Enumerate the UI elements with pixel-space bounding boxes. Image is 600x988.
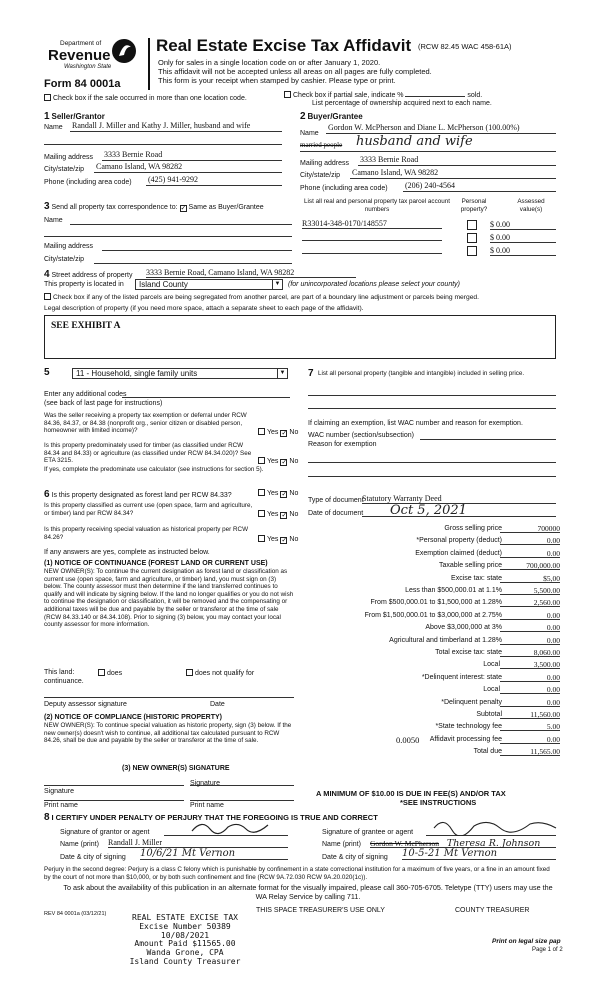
buyer-city-label: City/state/zip: [300, 172, 341, 179]
tax-row-value[interactable]: 0.00: [500, 698, 560, 707]
assessed-value-1[interactable]: $ 0.00: [490, 220, 556, 230]
tax-row-label: *Delinquent penalty: [441, 698, 502, 706]
stamp-line-5: Wanda Grone, CPA: [146, 948, 224, 958]
owner-signature-1-line[interactable]: [44, 785, 184, 786]
seller-mail-label: Mailing address: [44, 154, 94, 161]
additional-codes-label: Enter any additional codes: [44, 391, 127, 398]
same-as-buyer-checkbox[interactable]: [180, 205, 187, 212]
tax-row-value[interactable]: 0.00: [500, 673, 560, 682]
grantee-signature-label: Signature of grantee or agent: [322, 829, 414, 836]
deputy-signature-label: Deputy assessor signature: [44, 701, 127, 708]
personal-property-line-1[interactable]: [308, 395, 556, 396]
form-number: Form 84 0001a: [44, 78, 121, 90]
tax-row-label: *Delinquent interest: state: [421, 673, 502, 681]
form-title: Real Estate Excise Tax Affidavit: [156, 36, 412, 55]
grantor-date-label: Date & city of signing: [60, 854, 126, 861]
tax-row-value[interactable]: 0.00: [500, 636, 560, 645]
exemption-label: If claiming an exemption, list WAC number and reason for exemption.: [308, 420, 523, 427]
personal-checkbox-3[interactable]: [467, 246, 477, 256]
owner-print-2-label: Print name: [190, 802, 224, 809]
grantor-signature-scribble: [190, 817, 270, 837]
owner-print-2-line[interactable]: [190, 800, 294, 801]
reason-line-2[interactable]: [308, 476, 556, 477]
grantee-struck-name: Gordon W. McPherson: [370, 839, 439, 848]
section-2-heading: 2 Buyer/Grantee: [300, 111, 363, 122]
tax-row-label: Local: [483, 686, 500, 694]
assessed-value-2[interactable]: $ 0.00: [490, 233, 556, 243]
doc-date-field[interactable]: Oct 5, 2021: [362, 503, 556, 517]
personal-checkbox-1[interactable]: [467, 220, 477, 230]
tax-row-value[interactable]: 0.00: [500, 611, 560, 620]
seller-phone-label: Phone (including area code): [44, 179, 132, 186]
revision-code: REV 84 0001a (03/12/21): [44, 911, 107, 917]
tax-row-value[interactable]: $5,00: [500, 574, 560, 583]
tax-row-value[interactable]: 0.00: [500, 536, 560, 545]
tax-row-value[interactable]: 11,565.00: [500, 747, 560, 756]
section-3-heading: 3 Send all property tax correspondence to: ✓ Same as Buyer/Grantee: [44, 201, 264, 212]
s3-mail-field[interactable]: [102, 250, 292, 251]
header-note-1: Only for sales in a single location code on or after January 1, 2020.: [158, 58, 381, 67]
buyer-handwritten: husband and wife: [356, 134, 473, 149]
county-select[interactable]: Island County ▼: [135, 279, 283, 290]
header-note-3: This form is your receipt when stamped by cashier. Please type or print.: [158, 76, 396, 85]
parcel-field-2[interactable]: [302, 240, 442, 241]
revenue-word: Revenue: [48, 47, 111, 64]
additional-codes-field[interactable]: [122, 397, 290, 398]
s3-name-label: Name: [44, 217, 63, 224]
owner-print-1-label: Print name: [44, 802, 78, 809]
exemption-yes-no[interactable]: Yes✓ No: [258, 428, 298, 437]
grantee-date-label: Date & city of signing: [322, 854, 388, 861]
treasurer-use-label: THIS SPACE TREASURER'S USE ONLY: [256, 907, 385, 914]
alt-format-notice: To ask about the availability of this publication in an alternate format for the visually impaired, please call 360-705-6705. Teletype (TTY) users may use the WA Relay Service by calling 711.: [63, 883, 553, 901]
wac-label: WAC number (section/subsection): [308, 432, 414, 439]
seller-city-field[interactable]: Camano Island, WA 98282: [94, 162, 282, 173]
tax-row-label: Exemption claimed (deduct): [415, 549, 502, 557]
treasurer-stamp: [110, 914, 260, 967]
legal-size-note: Print on legal size pap: [492, 938, 561, 945]
tax-row-value[interactable]: 0.00: [500, 735, 560, 744]
seller-phone-field[interactable]: (425) 941-9292: [146, 175, 282, 186]
assessed-value-3[interactable]: $ 0.00: [490, 246, 556, 256]
seller-name-line2[interactable]: [44, 144, 282, 145]
local-rate-field[interactable]: 0.0050: [396, 735, 420, 745]
section-5-number: 5: [44, 367, 50, 378]
tax-row-value[interactable]: 700,000.00: [500, 561, 560, 570]
revenue-emblem-icon: [110, 37, 138, 65]
assessed-col-header: Assessed value(s): [517, 198, 545, 213]
does-checkbox[interactable]: does: [98, 669, 122, 677]
chevron-down-icon: ▼: [272, 280, 282, 289]
legal-description-text: SEE EXHIBIT A: [51, 321, 121, 331]
legal-description-box[interactable]: [44, 315, 556, 359]
owner-print-1-line[interactable]: [44, 800, 184, 801]
grantor-name-field[interactable]: Randall J. Miller: [108, 838, 288, 848]
buyer-name-label: Name: [300, 130, 319, 137]
current-use-yes-no[interactable]: Yes✓ No: [258, 510, 298, 519]
continuance-label: continuance.: [44, 678, 84, 685]
partial-sale-checkbox[interactable]: Check box if partial sale, indicate % sold.: [284, 90, 482, 99]
revenue-logo: [40, 37, 140, 77]
seller-city-label: City/state/zip: [44, 166, 85, 173]
page-number: Page 1 of 2: [532, 947, 563, 953]
tax-row-label: *Personal property (deduct): [416, 537, 502, 545]
section-6-q1: 6 Is this property designated as forest land per RCW 84.33?: [44, 489, 232, 500]
this-land-label: This land:: [44, 669, 75, 676]
owner-signature-2-label: Signature: [190, 780, 220, 787]
stamp-line-2: Excise Number 50389: [139, 921, 231, 931]
tax-row-label: From $1,500,000.01 to $3,000,000 at 2.75%: [364, 611, 502, 619]
section-8-heading: 8 I CERTIFY UNDER PENALTY OF PERJURY THAT THE FOREGOING IS TRUE AND CORRECT: [44, 812, 378, 823]
section-7-number: 7: [308, 368, 314, 379]
legal-desc-label: Legal description of property (if you need more space, attach a separate sheet to each page of the affidavit).: [44, 305, 364, 312]
seller-mail-field[interactable]: 3333 Bernie Road: [102, 150, 282, 161]
section-1-heading: 1 Seller/Grantor: [44, 111, 105, 122]
located-label: This property is located in: [44, 281, 124, 288]
parcel-col-header: List all real and personal property tax parcel account numbers: [304, 198, 450, 213]
buyer-phone-label: Phone (including area code): [300, 185, 388, 192]
grantor-name-label: Name (print): [60, 841, 99, 848]
see-back-note: (see back of last page for instructions): [44, 400, 163, 407]
tax-row-value[interactable]: 700000: [500, 524, 560, 533]
historic-question: Is this property receiving special valuation as historical property per RCW 84.26?: [44, 526, 249, 541]
tax-row-label: Gross selling price: [444, 525, 502, 532]
county-treasurer-label: COUNTY TREASURER: [455, 907, 530, 914]
reason-line-1[interactable]: [308, 462, 556, 463]
tax-row-value[interactable]: 3,500.00: [500, 660, 560, 669]
tax-row-label: Affidavit processing fee: [429, 735, 502, 743]
current-use-question: Is this property classified as current use (open space, farm and agriculture, or timber) land per RCW 84.34?: [44, 502, 253, 517]
tax-row-label: Total due: [473, 748, 502, 756]
stamp-line-4: Amount Paid $11565.00: [134, 939, 236, 949]
if-any-yes: If any answers are yes, complete as instructed below.: [44, 549, 210, 556]
minimum-due-note: A MINIMUM OF $10.00 IS DUE IN FEE(S) AND/OR TAX: [316, 789, 506, 798]
stamp-line-1: REAL ESTATE EXCISE TAX: [132, 913, 238, 922]
see-instructions-note: *SEE INSTRUCTIONS: [400, 798, 477, 807]
perjury-notice: Perjury in the second degree: Perjury is a class C felony which is punishable by confinement in a state correctional institution for a maximum of five years, or a fine in an amount fixed by the court of not more than $10,000, or by both such confinement and fine (RCW 9A.72.030 RCW 9A.20.020(1c)).: [44, 866, 550, 881]
s3-name-line2[interactable]: [44, 236, 292, 237]
tax-row-value[interactable]: 0.00: [500, 549, 560, 558]
tax-row-label: *State technology fee: [435, 723, 502, 731]
svg-text:Randall J Miller: Randall J Miller: [196, 830, 231, 836]
buyer-struck-text: married people: [300, 141, 343, 149]
grantee-name-field[interactable]: [370, 838, 556, 848]
doc-date-label: Date of document: [308, 510, 364, 517]
doc-type-field[interactable]: Statutory Warranty Deed: [362, 494, 556, 504]
notice-continuance-title: (1) NOTICE OF CONTINUANCE (FOREST LAND OR CURRENT USE): [44, 560, 268, 567]
dept-of: Department of: [60, 40, 102, 47]
tax-row-label: Subtotal: [476, 711, 502, 718]
segregated-checkbox[interactable]: Check box if any of the listed parcels are being segregated from another parcel, are part of a boundary line adjustment or parcels being merged.: [44, 293, 479, 301]
timber-question: Is this property predominately used for timber (as classified under RCW 84.34 and 84.33) or agriculture (as classified under RCW 84.34.020)? See ETA 3215.: [44, 442, 252, 465]
tax-row-label: Agricultural and timberland at 1.28%: [389, 636, 502, 644]
buyer-mail-field[interactable]: 3333 Bernie Road: [358, 155, 556, 166]
tax-row-label: Above $3,000,000 at 3%: [425, 624, 502, 632]
buyer-name-field[interactable]: Gordon W. McPherson and Diane L. McPherson (100.00%): [326, 123, 556, 134]
tax-row-label: Excise tax: state: [451, 574, 502, 582]
historic-yes-no[interactable]: Yes✓ No: [258, 535, 298, 544]
notice-compliance-title: (2) NOTICE OF COMPLIANCE (HISTORIC PROPERTY): [44, 714, 222, 721]
seller-name-field[interactable]: Randall J. Miller and Kathy J. Miller, husband and wife: [70, 121, 282, 132]
predominate-use-note: If yes, complete the predominate use calculator (see instructions for section 5).: [44, 466, 264, 473]
tax-row-value[interactable]: 5,500.00: [500, 586, 560, 595]
tax-row-label: From $500,000.01 to $1,500,000 at 1.28%: [370, 599, 502, 607]
tax-row-label: Taxable selling price: [438, 562, 502, 570]
grantor-date-field[interactable]: 10/6/21 Mt Vernon: [140, 848, 288, 860]
ownership-note: List percentage of ownership acquired next to each name.: [312, 100, 492, 107]
deputy-signature-line[interactable]: [44, 697, 294, 698]
personal-property-label: List all personal property (tangible and intangible) included in selling price.: [318, 370, 525, 377]
tax-row-value[interactable]: 0.00: [500, 623, 560, 632]
personal-col-header: Personal property?: [460, 198, 488, 213]
parcel-field-3[interactable]: [302, 253, 442, 254]
buyer-city-field[interactable]: Camano Island, WA 98282: [350, 168, 556, 179]
tax-row-label: Less than $500,000.01 at 1.1%: [405, 587, 502, 594]
section-4-heading: 4 Street address of property: [44, 269, 133, 280]
parcel-field-1[interactable]: R33014-348-0170/148557: [302, 219, 442, 229]
tax-row-value[interactable]: 2,560.00: [500, 598, 560, 607]
s3-city-field[interactable]: [94, 263, 292, 264]
grantee-signature-scribble: [430, 816, 560, 836]
seller-name-label: Name: [44, 124, 63, 131]
s3-name-field[interactable]: [70, 224, 292, 225]
tax-row-label: Local: [483, 661, 500, 669]
doc-type-label: Type of document: [308, 497, 364, 504]
does-not-checkbox[interactable]: does not qualify for: [186, 669, 254, 677]
personal-property-line-2[interactable]: [308, 408, 556, 409]
header-divider: [148, 38, 150, 90]
multi-location-checkbox[interactable]: Check box if the sale occurred in more than one location code.: [44, 94, 247, 102]
buyer-phone-field[interactable]: (206) 240-4564: [403, 181, 556, 192]
grantee-date-field[interactable]: 10-5-21 Mt Vernon: [402, 848, 556, 860]
s3-city-label: City/state/zip: [44, 256, 85, 263]
land-use-select[interactable]: 11 - Household, single family units ▼: [72, 368, 288, 379]
svg-text:Theresa R Johnson: Theresa R Johnson: [436, 829, 480, 835]
chevron-down-icon: ▼: [277, 369, 287, 378]
tax-row-label: Total excise tax: state: [435, 649, 502, 656]
grantee-handwritten-name: Theresa R. Johnson: [446, 838, 541, 849]
grantee-name-label: Name (print): [322, 841, 361, 848]
notice-compliance-text: NEW OWNER(S): To continue special valuation as historic property, sign (3) below. If the new owner(s) doesn't wish to continue, all additional tax calculated pursuant to RCW 84.26, shall be due and payable by the seller or transferor at the time of sale.: [44, 722, 292, 745]
tax-row-value[interactable]: 11,560.00: [500, 710, 560, 719]
form-rcw: (RCW 82.45 WAC 458-61A): [418, 42, 512, 51]
exemption-question: Was the seller receiving a property tax exemption or deferral under RCW 84.36, 84.37, or 84.38 (nonprofit org., senior citizen or disabled person, homeowner with limited income)?: [44, 412, 247, 435]
tax-row-value[interactable]: 5.00: [500, 722, 560, 731]
owner-signature-1-label: Signature: [44, 788, 74, 795]
wac-field[interactable]: [420, 439, 556, 440]
s3-mail-label: Mailing address: [44, 243, 94, 250]
stamp-line-3: 10/08/2021: [160, 930, 210, 940]
unincorporated-note: (for unincorporated locations please select your county): [288, 281, 460, 288]
buyer-mail-label: Mailing address: [300, 160, 350, 167]
new-owner-signature-title: (3) NEW OWNER(S) SIGNATURE: [122, 765, 230, 772]
reason-label: Reason for exemption: [308, 441, 377, 448]
buyer-name-line2[interactable]: [300, 151, 556, 152]
tax-row-value[interactable]: 8,060.00: [500, 648, 560, 657]
timber-yes-no[interactable]: Yes✓ No: [258, 457, 298, 466]
stamp-line-6: Island County Treasurer: [129, 956, 241, 966]
forest-yes-no[interactable]: Yes✓ No: [258, 489, 298, 498]
notice-continuance-text: NEW OWNER(S): To continue the current designation as forest land or classification as current use (open space, farm and agriculture, or timber) land, you must sign on (3) below. The county assessor must then determine if the land transferred continues to qualify and will indicate by signing below. If the land no longer qualifies or you do not wish to continue the designation or classification, it will be removed and the compensating or additional taxes will be due and payable by the seller or transferor at the time of sale (RCW 84.33.140 or 84.34.108). Prior to signing (3) below, you may contact your local county assessor for more information.: [44, 568, 294, 629]
property-address-field[interactable]: 3333 Bernie Road, Camano Island, WA 98282: [146, 268, 356, 278]
grantor-signature-label: Signature of grantor or agent: [60, 829, 150, 836]
deputy-date-label: Date: [210, 701, 225, 708]
personal-checkbox-2[interactable]: [467, 233, 477, 243]
state-word: Washington State: [64, 64, 112, 70]
tax-row-value[interactable]: 0.00: [500, 685, 560, 694]
header-note-2: This affidavit will not be accepted unless all areas on all pages are fully completed.: [158, 67, 432, 76]
